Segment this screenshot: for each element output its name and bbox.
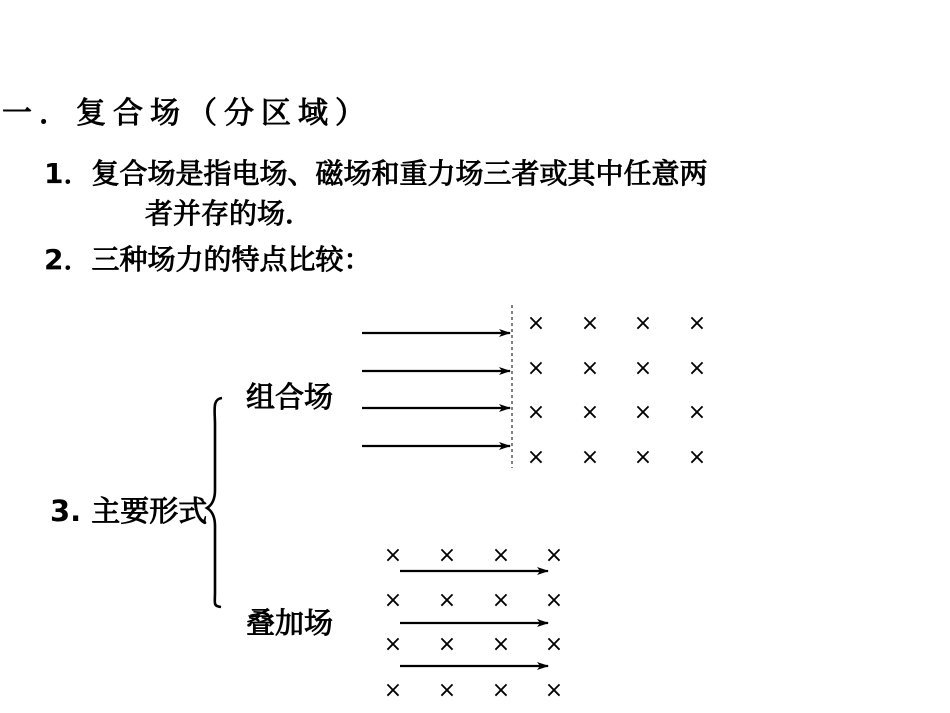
field-mark: × — [383, 678, 403, 703]
field-mark: × — [687, 445, 707, 470]
field-mark: × — [526, 400, 546, 425]
field-mark: × — [491, 632, 511, 657]
field-mark: × — [687, 311, 707, 336]
superposed-field-label: 叠加场 — [246, 606, 334, 640]
field-mark: × — [383, 543, 403, 568]
combined-field-arrows — [362, 333, 510, 446]
brace — [207, 398, 222, 607]
field-mark: × — [633, 445, 653, 470]
field-mark: × — [633, 400, 653, 425]
field-mark: × — [633, 311, 653, 336]
item-1-line-1: 1．复合场是指电场、磁场和重力场三者或其中任意两 — [44, 157, 708, 190]
field-mark: × — [491, 588, 511, 613]
field-mark: × — [437, 543, 457, 568]
field-mark: × — [437, 678, 457, 703]
field-mark: × — [580, 445, 600, 470]
field-mark: × — [544, 588, 564, 613]
field-mark: × — [526, 356, 546, 381]
field-mark: × — [544, 632, 564, 657]
field-mark: × — [491, 543, 511, 568]
main-forms-label: 3. 主要形式 — [50, 494, 208, 528]
field-mark: × — [526, 445, 546, 470]
section-heading: 一．复合场（分区域） — [2, 96, 372, 131]
field-mark: × — [526, 311, 546, 336]
field-mark: × — [437, 632, 457, 657]
field-mark: × — [580, 400, 600, 425]
field-mark: × — [580, 311, 600, 336]
field-mark: × — [544, 678, 564, 703]
item-2: 2．三种场力的特点比较： — [44, 243, 372, 276]
superposed-field-arrows — [400, 571, 548, 666]
field-mark: × — [580, 356, 600, 381]
field-mark: × — [687, 400, 707, 425]
item-1-line-2: 者并存的场． — [145, 197, 314, 230]
field-mark: × — [383, 588, 403, 613]
combined-field-marks — [527, 311, 706, 470]
field-mark: × — [633, 356, 653, 381]
field-mark: × — [383, 632, 403, 657]
field-mark: × — [687, 356, 707, 381]
field-mark: × — [491, 678, 511, 703]
field-mark: × — [437, 588, 457, 613]
combined-field-label: 组合场 — [246, 380, 334, 414]
field-mark: × — [544, 543, 564, 568]
